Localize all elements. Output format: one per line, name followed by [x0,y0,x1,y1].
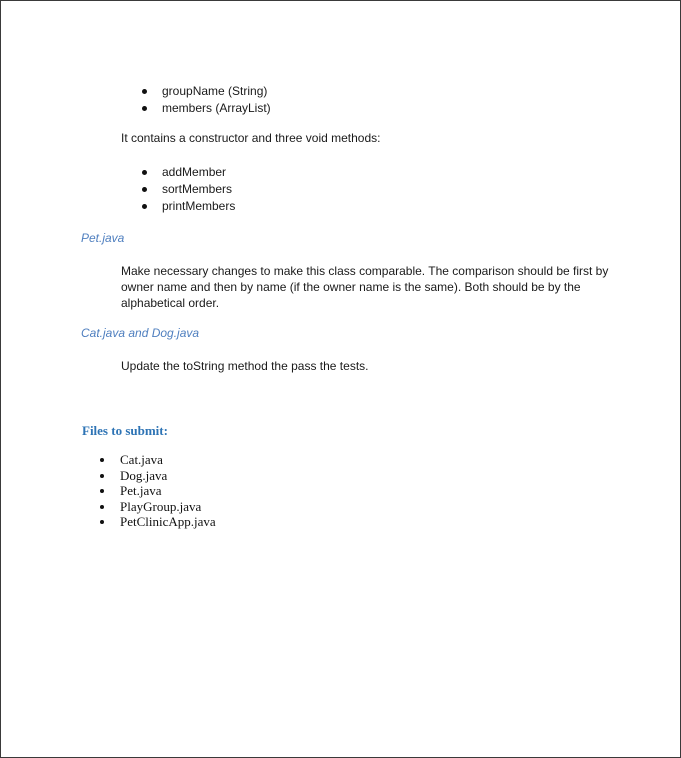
list-item: printMembers [142,198,235,215]
list-item: sortMembers [142,181,235,198]
list-item: Dog.java [100,468,216,484]
files-to-submit-list [100,452,216,530]
list-item: Cat.java [100,452,216,468]
pet-java-description: Make necessary changes to make this class comparable. The comparison should be first by owner name and then by name (if the owner name is the same). Both should be by the alphabetical order. [121,264,609,310]
list-item: PlayGroup.java [100,499,216,515]
list-item: addMember [142,164,235,181]
list-item: groupName (String) [142,83,271,100]
method-list [142,164,235,215]
list-item: members (ArrayList) [142,100,271,117]
list-item: Pet.java [100,483,216,499]
cat-dog-java-heading: Cat.java and Dog.java [81,326,200,340]
list-item: PetClinicApp.java [100,514,216,530]
cat-dog-java-description: Update the toString method the pass the tests. [121,359,369,373]
pet-java-heading: Pet.java [81,231,125,245]
methods-intro-text: It contains a constructor and three void methods: [121,131,381,145]
field-list [142,83,271,117]
files-to-submit-heading: Files to submit: [82,423,168,438]
